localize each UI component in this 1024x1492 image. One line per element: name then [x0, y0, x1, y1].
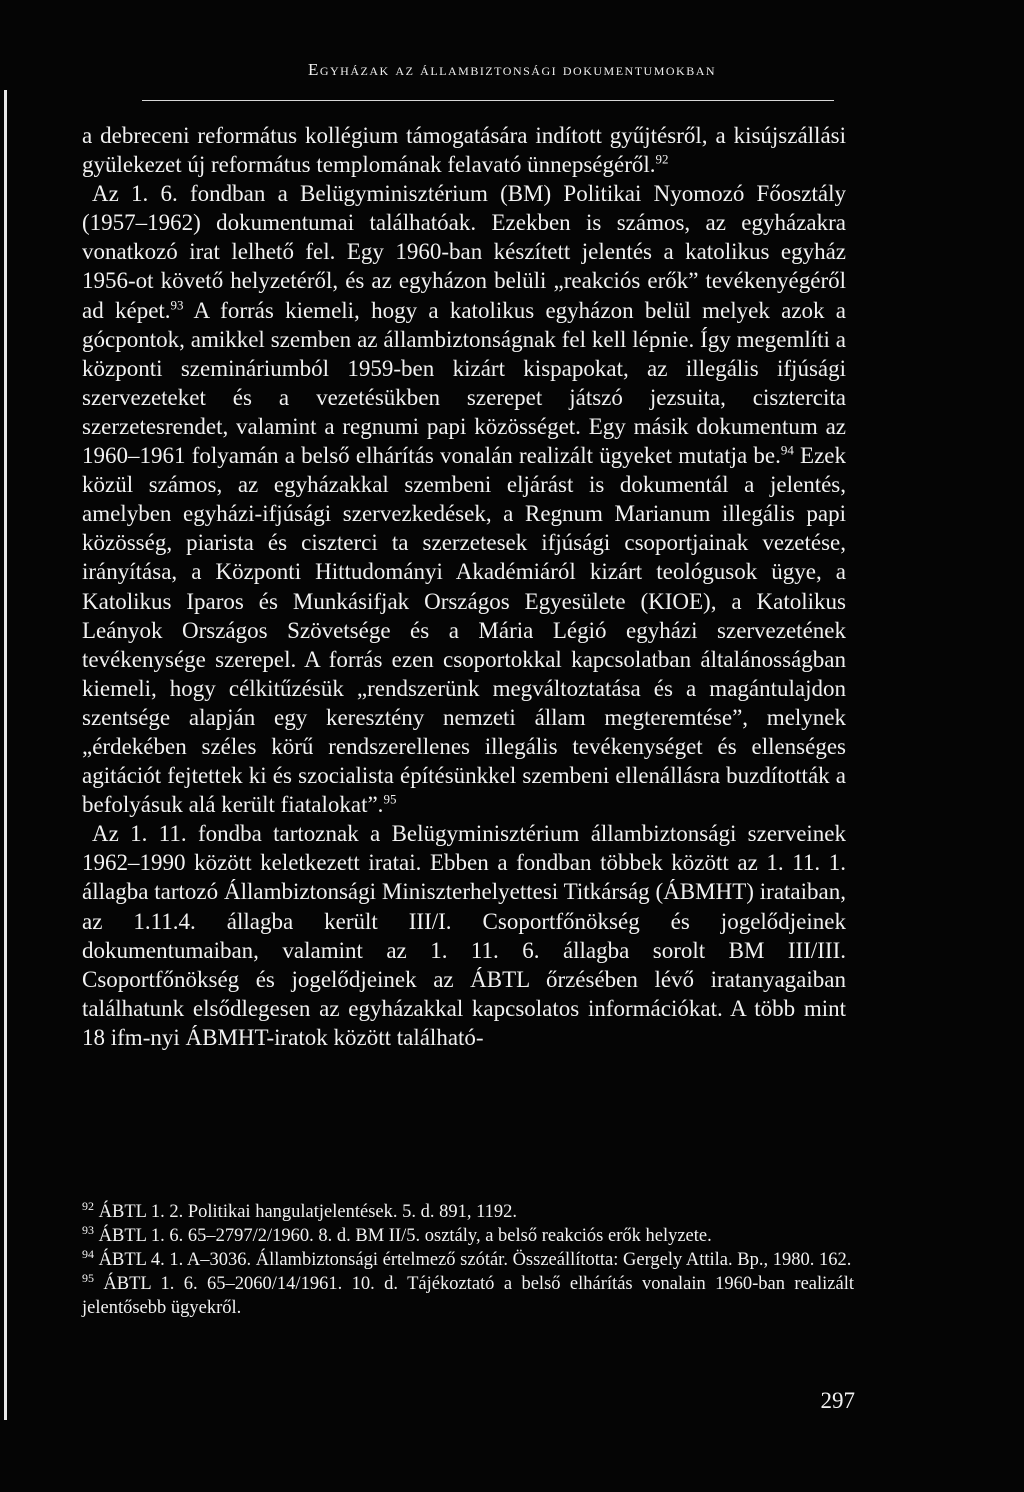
- footnote-93: [82, 1224, 854, 1248]
- footnote-number: 94: [82, 1246, 94, 1261]
- paragraph-1: [82, 121, 846, 179]
- footnote-number: 93: [82, 1222, 94, 1237]
- footnote-ref-93[interactable]: 93: [170, 296, 184, 312]
- paragraph-3: [82, 819, 846, 1052]
- footnote-text: ÁBTL 4. 1. A–3036. Állambiztonsági értelmező szótár. Összeállította: Gergely Attila. Bp., 1980. 162.: [98, 1250, 852, 1270]
- footnotes: [82, 1200, 854, 1320]
- footnote-95: [82, 1272, 854, 1320]
- scan-edge-line: [4, 90, 7, 1420]
- footnote-ref-94[interactable]: 94: [780, 442, 794, 458]
- footnote-number: 95: [82, 1270, 94, 1285]
- footnote-text: ÁBTL 1. 6. 65–2060/14/1961. 10. d. Tájékoztató a belső elhárítás vonalain 1960-ban realizált jelentősebb ügyekről.: [82, 1274, 854, 1318]
- body-text: [82, 121, 846, 1052]
- header-rule: [142, 100, 834, 101]
- paragraph-2: [82, 179, 846, 819]
- footnote-text: ÁBTL 1. 6. 65–2797/2/1960. 8. d. BM II/5. osztály, a belső reakciós erők helyzete.: [98, 1226, 712, 1246]
- paragraph-2-text-a: Az 1. 6. fondban a Belügyminisztérium (BM) Politikai Nyomozó Főosztály (1957–1962) dokumentumai találhatóak. Ezekben is számos, az egyházakra vonatkozó irat lelhető fel. Egy 1960-ban készített jelentés a katolikus egyház 1956-ot követő helyzetéről, és az egyházon belüli „reakciós erők” tevékenyégéről ad képet.: [82, 181, 846, 323]
- footnote-94: [82, 1248, 854, 1272]
- paragraph-3-text: Az 1. 11. fondba tartoznak a Belügyminisztérium állambiztonsági szerveinek 1962–1990 között keletkezett iratai. Ebben a fondban többek között az 1. 11. 1. állagba tartozó Állambiztonsági Miniszterhelyettesi Titkárság (ÁBMHT) irataiban, az 1.11.4. állagba került III/I. Csoportfőnökség és jogelődjeinek dokumentumaiban, valamint az 1. 11. 6. állagba sorolt BM III/III. Csoportfőnökség és jogelődjeinek az ÁBTL őrzésében lévő iratanyagaiban találhatunk elsődlegesen az egyházakkal kapcsolatos információkat. A több mint 18 ifm-nyi ÁBMHT-iratok között található-: [82, 821, 846, 1050]
- paragraph-1-text: a debreceni református kollégium támogatására indított gyűjtésről, a kisújszállási gyülekezet új református templomának felavató ünnepségéről.: [82, 123, 846, 178]
- paragraph-2-text-c: Ezek közül számos, az egyházakkal szembeni eljárást is dokumentál a jelentés, amelyben egyházi-ifjúsági szervezkedések, a Regnum Marianum illegális papi közösség, piarista és ciszterci ta szerzetesek ifjúsági csoportjainak vezetése, irányítása, a Központi Hittudományi Akadémiáról kizárt teológusok ügye, a Katolikus Iparos és Munkásifjak Országos Egyesülete (KIOE), a Katolikus Leányok Országos Szövetsége és a Mária Légió egyházi szervezetének tevékenysége szerepel. A forrás ezen csoportokkal kapcsolatban általánosságban kiemeli, hogy célkitűzésük „rendszerünk megváltoztatása és a magántulajdon szentsége alapján egy keresztény nemzeti állam megteremtése”, melynek „érdekében széles körű rendszerellenes illegális tevékenységet és ellenséges agitációt fejtettek ki és szocialista építésünkkel szembeni ellenállásra buzdították a befolyásuk alá került fiatalokat”.: [82, 443, 847, 818]
- footnote-92: [82, 1200, 854, 1224]
- footnote-number: 92: [82, 1198, 94, 1213]
- paragraph-2-text-b: A forrás kiemeli, hogy a katolikus egyházon belül melyek azok a gócpontok, amikkel szemben az állambiztonságnak fel kell lépnie. Így megemlíti a központi szemináriumból 1959-ben kizárt kispapokat, az illegális ifjúsági szervezeteket és a vezetésükben szerepet játszó jezsuita, cisztercita szerzetesrendet, valamint a regnumi papi közösséget. Egy másik dokumentum az 1960–1961 folyamán a belső elhárítás vonalán realizált ügyeket mutatja be.: [82, 297, 846, 469]
- page-number: 297: [820, 1388, 855, 1413]
- running-head: Egyházak az állambiztonsági dokumentumokban: [307, 60, 717, 79]
- footnote-ref-92[interactable]: 92: [655, 151, 669, 167]
- footnote-text: ÁBTL 1. 2. Politikai hangulatjelentések. 5. d. 891, 1192.: [98, 1202, 518, 1222]
- footnote-ref-95[interactable]: 95: [383, 791, 397, 807]
